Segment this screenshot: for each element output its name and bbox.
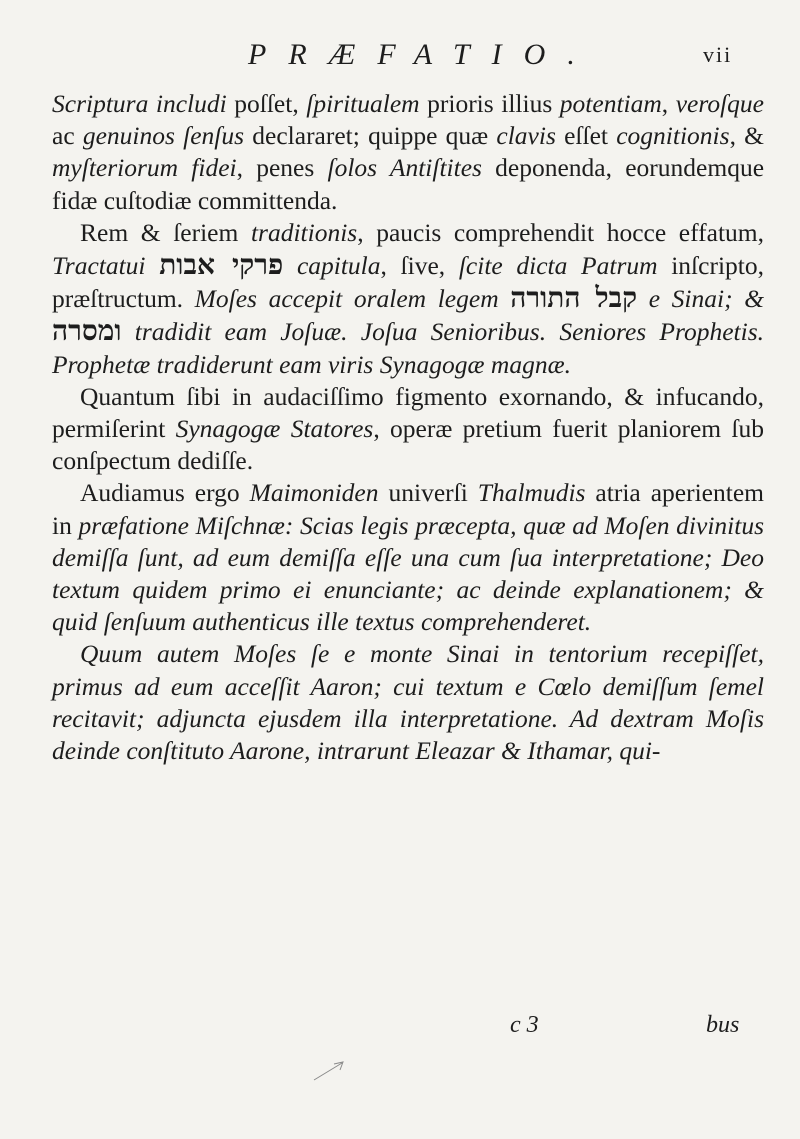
italic-run: Quum autem Moſes ſe e monte Sinai in tentorium recepiſſet, primus ad eum acceſſit Aaron; cui textum e Cœlo demiſſum ſemel recitavit; adjuncta ejusdem illa interpretatione. Ad dextram Moſis deinde conſtituto Aarone, intrarunt Eleazar & Ithamar, qui- <box>52 639 764 766</box>
text-run: , penes <box>236 153 328 183</box>
italic-run: potentiam <box>559 89 662 118</box>
italic-run: Synagogæ Statores <box>175 414 374 444</box>
italic-run: ſcite dicta Patrum <box>458 251 658 281</box>
hebrew-phrase: פרקי אבות <box>159 248 284 282</box>
text-run: , <box>661 89 676 118</box>
italic-run: capitula <box>296 251 381 281</box>
italic-run: cognitionis <box>616 121 730 151</box>
text-run: Rem & ſeriem <box>80 217 251 247</box>
text-run: Audiamus ergo <box>80 478 250 508</box>
signature-mark: c 3 <box>510 1012 539 1038</box>
text-run: , paucis comprehendit hocce effatum, <box>357 217 764 247</box>
italic-run: Scriptura includi <box>52 89 227 118</box>
text-run <box>499 284 511 313</box>
italic-run: Tractatui <box>52 251 146 281</box>
text-run: Quantum ſibi in audaciſſimo figmento exornando, & infucando, permiſerint <box>52 381 764 444</box>
text-run: univerſi <box>378 478 478 508</box>
text-run: atria aperientem in <box>52 478 764 540</box>
italic-run: Moſes accepit oralem legem <box>194 284 499 314</box>
italic-run: veroſque <box>675 89 764 118</box>
text-run <box>122 317 135 346</box>
text-run <box>283 251 297 280</box>
italic-run: traditionis <box>250 217 358 247</box>
text-run: declararet; quippe quæ <box>244 121 497 151</box>
text-run <box>637 284 649 313</box>
italic-run: ſolos Antiſtites <box>327 153 482 183</box>
paragraph-3 <box>52 381 764 478</box>
text-run: poſſet, <box>226 89 307 118</box>
body-text <box>52 88 764 767</box>
text-run: , & <box>729 121 764 151</box>
italic-run: tradidit eam Joſuæ. Joſua Senioribus. Seniores Prophetis. Prophetæ tradiderunt eam viris Synagogæ magnæ. <box>52 317 765 379</box>
page-number: vii <box>703 42 733 67</box>
text-run: , operæ pretium fuerit planiorem ſub conſpectum dediſſe. <box>52 414 765 476</box>
paragraph-1 <box>52 88 764 217</box>
page-footer <box>0 1012 800 1042</box>
italic-run: Maimoniden <box>249 478 379 508</box>
running-head <box>0 38 800 78</box>
paragraph-5 <box>52 638 764 767</box>
text-run: eſſet <box>555 121 617 151</box>
catchword: bus <box>706 1012 740 1038</box>
running-head-title: PRÆFATIO. <box>248 38 597 71</box>
italic-run: clavis <box>496 121 556 151</box>
hebrew-phrase: קבל התורה <box>510 281 638 315</box>
hebrew-phrase: ומסרה <box>52 314 122 348</box>
italic-run: genuinos ſenſus <box>82 121 245 151</box>
italic-run: ſpiritualem <box>306 89 420 118</box>
pencil-mark <box>312 1060 346 1082</box>
italic-run: e Sinai; & <box>648 284 765 314</box>
text-run: deponenda, eorundemque fidæ cuſtodiæ committenda. <box>52 153 765 215</box>
paragraph-4 <box>52 477 764 638</box>
italic-run: præfatione Miſchnæ: Scias legis præcepta, quæ ad Moſen divinitus demiſſa ſunt, ad eum demiſſa eſſe una cum ſua interpretatione; Deo textum quidem primo ei enunciante; ac deinde explanationem; & quid ſenſuum authenticus ille textus comprehenderet. <box>52 510 764 637</box>
text-run <box>146 251 160 280</box>
italic-run: Thalmudis <box>477 478 586 508</box>
paragraph-2 <box>52 217 764 381</box>
text-run: ac <box>52 121 83 151</box>
text-run: prioris illius <box>419 89 560 118</box>
italic-run: myſteriorum fidei <box>52 153 237 183</box>
text-run: inſcripto, præſtructum. <box>52 251 765 314</box>
text-run: , ſive, <box>380 251 459 281</box>
